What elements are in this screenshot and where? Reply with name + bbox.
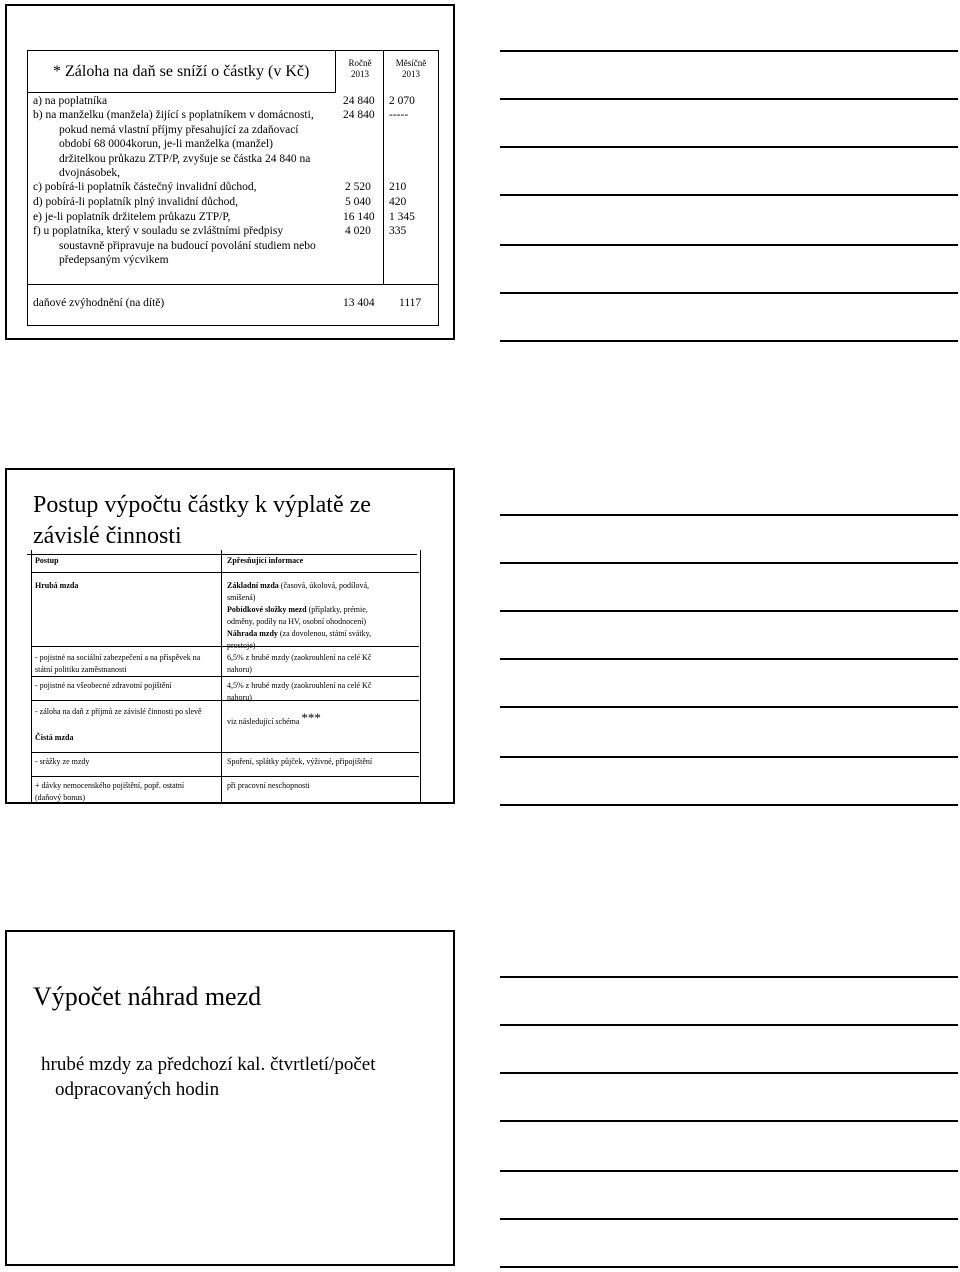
- term-bold: Základní mzda: [227, 581, 279, 590]
- row-line: a) na poplatníka: [33, 95, 108, 107]
- col-header-monthly: [391, 58, 431, 80]
- cell-tax-advance-info: [227, 712, 407, 728]
- slide-3: [5, 930, 455, 1266]
- col-annual-label: Ročně: [348, 58, 372, 68]
- row-f-text: [33, 224, 316, 268]
- slide-2: [5, 468, 455, 804]
- note-line: [500, 194, 958, 196]
- col-header-procedure: Postup: [35, 556, 59, 565]
- cell-health-insurance-info: 4,5% z hrubé mzdy (zaokrouhlení na celé Kč nahoru): [227, 681, 372, 702]
- row-f-monthly: 335: [389, 225, 407, 237]
- row-b-monthly: -----: [389, 109, 409, 121]
- child-credit-annual: 13 404: [343, 297, 375, 309]
- note-line: [500, 514, 958, 516]
- row-divider: [31, 572, 419, 573]
- note-line: [500, 610, 958, 612]
- note-line: [500, 562, 958, 564]
- slide-1-title: * Záloha na daň se sníží o částky (v Kč): [53, 63, 310, 80]
- note-line: [500, 804, 958, 806]
- term-detail: (příplatky, prémie, odměny, podíly na HV, osobní ohodnocení): [227, 605, 368, 626]
- row-line: b) na manželku (manžela) žijící s poplatníkem v domácnosti,: [33, 109, 314, 121]
- note-line: [500, 1170, 958, 1172]
- child-credit-label: daňové zvýhodnění (na dítě): [33, 297, 165, 309]
- row-a-annual: 24 840: [343, 95, 375, 107]
- see-scheme-text: viz následující schéma: [227, 717, 300, 726]
- cell-deductions: - srážky ze mzdy: [35, 757, 90, 766]
- cell-gross-wage: Hrubá mzda: [35, 581, 79, 590]
- slide-2-title: [33, 490, 371, 552]
- row-line: pokud nemá vlastní příjmy přesahující za zdaňovací: [59, 123, 299, 136]
- note-line: [500, 976, 958, 978]
- child-credit-monthly: 1117: [399, 297, 422, 309]
- row-divider: [31, 752, 419, 753]
- note-line: [500, 1218, 958, 1220]
- cell-health-insurance: - pojistné na všeobecné zdravotní pojištění: [35, 681, 172, 690]
- note-line: [500, 50, 958, 52]
- cell-compensation-info: [227, 628, 397, 651]
- row-line: e) je-li poplatník držitelem průkazu ZTP/P,: [33, 211, 231, 223]
- note-line: [500, 1024, 958, 1026]
- row-a-monthly: 2 070: [389, 95, 415, 107]
- row-c-monthly: 210: [389, 181, 407, 193]
- note-line: [500, 244, 958, 246]
- row-line: období 68 0004korun, je-li manželka (manžel): [59, 138, 273, 150]
- term-bold: Pobídkové složky mezd: [227, 605, 307, 614]
- col-annual-year: 2013: [351, 69, 369, 79]
- row-c-annual: 2 520: [345, 181, 371, 193]
- slide-2-title-line: Postup výpočtu částky k výplatě ze: [33, 492, 371, 518]
- col-header-annual: [343, 58, 377, 80]
- cell-incentive-info: [227, 604, 397, 627]
- row-b-text: [33, 108, 314, 181]
- slide-1: [5, 4, 455, 340]
- cell-base-wage-info: [227, 580, 397, 603]
- slide-2-title-line: závislé činnosti: [33, 523, 182, 549]
- note-line: [500, 340, 958, 342]
- note-line: [500, 1266, 958, 1268]
- slide-3-title: Výpočet náhrad mezd: [33, 982, 262, 1011]
- row-a-text: [33, 94, 107, 109]
- row-d-monthly: 420: [389, 196, 407, 208]
- cell-deductions-info: Spoření, splátky půjček, výživné, připojištění: [227, 757, 373, 766]
- row-d-text: [33, 195, 238, 210]
- note-line: [500, 292, 958, 294]
- row-divider: [27, 284, 438, 285]
- row-line: držitelkou průkazu ZTP/P, zvyšuje se částka 24 840 na: [59, 152, 311, 165]
- slide-3-body: [41, 1052, 375, 1102]
- note-line: [500, 706, 958, 708]
- row-divider: [31, 676, 419, 677]
- col-header-info: Zpřesňující informace: [227, 556, 304, 565]
- row-d-annual: 5 040: [345, 196, 371, 208]
- body-line: hrubé mzdy za předchozí kal. čtvrtletí/počet: [41, 1054, 376, 1075]
- cell-social-insurance: - pojistné na sociální zabezpečení a na příspěvek na státní politiku zaměstnanosti: [35, 653, 201, 674]
- body-line: odpracovaných hodin: [55, 1079, 220, 1100]
- row-e-text: [33, 210, 230, 225]
- note-line: [500, 1120, 958, 1122]
- row-e-monthly: 1 345: [389, 211, 415, 223]
- cell-benefits-info: při pracovní neschopnosti: [227, 781, 310, 790]
- col-monthly-year: 2013: [402, 69, 420, 79]
- row-line: předepsaným výcvikem: [59, 254, 169, 266]
- row-line: d) pobírá-li poplatník plný invalidní důchod,: [33, 196, 239, 208]
- note-line: [500, 98, 958, 100]
- cell-social-insurance-info: 6,5% z hrubé mzdy (zaokrouhlení na celé Kč nahoru): [227, 653, 372, 674]
- row-b-annual: 24 840: [343, 109, 375, 121]
- col-monthly-label: Měsíčně: [395, 58, 427, 68]
- asterisks: ***: [301, 710, 321, 725]
- cell-benefits: + dávky nemocenského pojištění, popř. ostatní (daňový bonus): [35, 781, 185, 802]
- note-line: [500, 756, 958, 758]
- row-line: f) u poplatníka, který v souladu se zvláštními předpisy: [33, 225, 284, 237]
- notes-area: [500, 0, 958, 1272]
- note-line: [500, 658, 958, 660]
- row-line: dvojnásobek,: [59, 167, 121, 179]
- row-divider: [31, 776, 419, 777]
- term-bold: Náhrada mzdy: [227, 629, 278, 638]
- cell-tax-advance: - záloha na daň z příjmů ze závislé činnosti po slevě: [35, 707, 202, 716]
- row-line: soustavně připravuje na budoucí povolání studiem nebo: [59, 239, 316, 252]
- row-f-annual: 4 020: [345, 225, 371, 237]
- note-line: [500, 1072, 958, 1074]
- column-divider: [383, 50, 384, 284]
- row-c-text: [33, 180, 257, 195]
- term-detail: (časová, úkolová, podílová, smíšená): [227, 581, 369, 602]
- row-e-annual: 16 140: [343, 211, 375, 223]
- cell-net-wage: Čistá mzda: [35, 733, 74, 742]
- note-line: [500, 146, 958, 148]
- row-line: c) pobírá-li poplatník částečný invalidní důchod,: [33, 181, 257, 193]
- term-detail: (za dovolenou, státní svátky, prostoje): [227, 629, 372, 650]
